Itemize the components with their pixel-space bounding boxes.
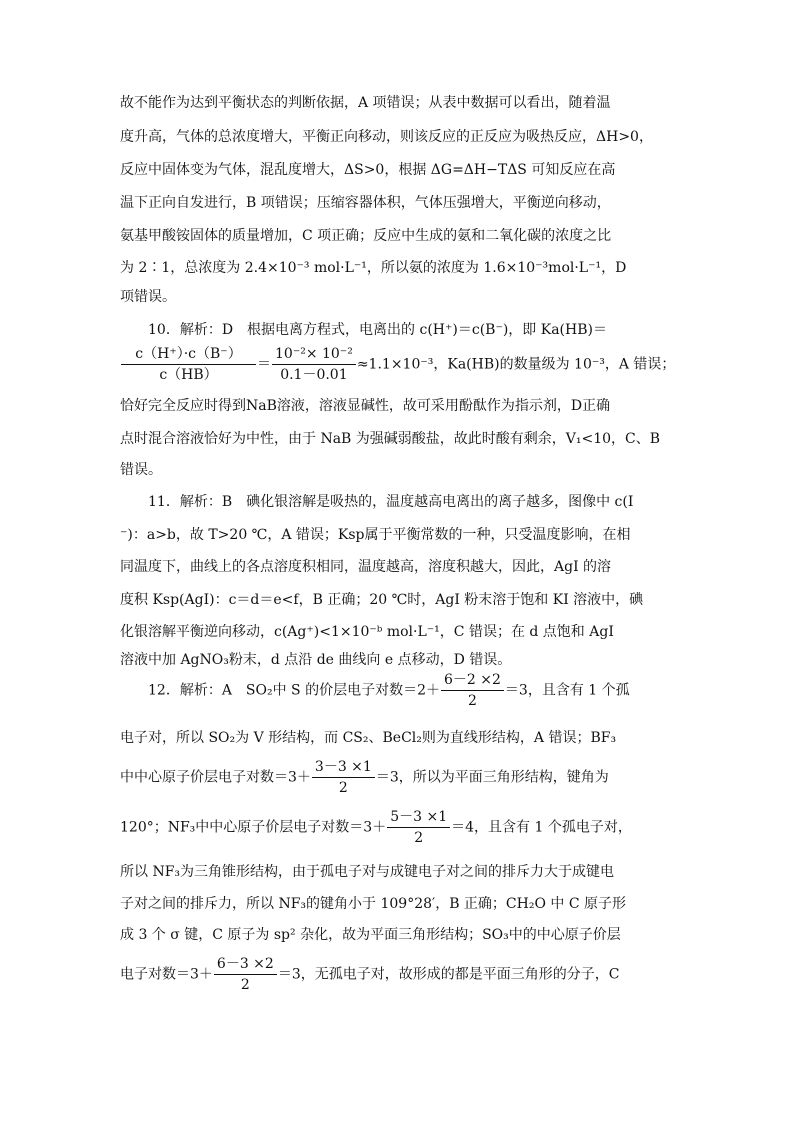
- question-10-line: 10．解析：D 根据电离方程式，电离出的 c(H⁺)＝c(B⁻)，即 Ka(HB)＝: [148, 322, 607, 338]
- fraction-nf3: [387, 808, 450, 847]
- text-line: 度积 Ksp(AgI)：c＝d＝e<f，B 正确；20 ℃时，AgI 粉末溶于饱和 KI 溶液中，碘: [120, 592, 644, 608]
- fraction-denominator: 0.1－0.01: [280, 367, 348, 383]
- fraction-so3: [214, 955, 277, 994]
- fraction-denominator: 2: [240, 977, 250, 993]
- fraction-numerator: 5－3 ×1: [387, 808, 450, 828]
- text-line: 化银溶解平衡逆向移动，c(Ag⁺)<1×10⁻ᵇ mol·L⁻¹，C 错误；在 d 点饱和 AgI: [120, 624, 614, 640]
- text-line: 故不能作为达到平衡状态的判断依据，A 项错误；从表中数据可以看出，随着温: [120, 95, 611, 111]
- fraction-value: [272, 345, 356, 384]
- text-line: 项错误。: [120, 289, 176, 305]
- text-line: 子对之间的排斥力，所以 NF₃的键角小于 109°28′，B 正确；CH₂O 中 C 原子形: [120, 896, 627, 912]
- text-line: ⁻)：a>b，故 T>20 ℃，A 错误；Ksp属于平衡常数的一种，只受温度影响，在相: [120, 527, 631, 543]
- equation-text: 120°；NF₃中中心原子价层电子对数＝3＋: [120, 819, 387, 836]
- fraction-ka: [121, 345, 256, 384]
- question-12-line: [148, 671, 680, 710]
- fraction-numerator: 10⁻²× 10⁻²: [272, 345, 356, 365]
- fraction-numerator: 3－3 ×1: [312, 758, 375, 778]
- text-line: 恰好完全反应时得到NaB溶液，溶液显碱性，故可采用酚酞作为指示剂，D正确: [120, 398, 611, 414]
- fraction-denominator: 2: [468, 693, 477, 709]
- text-line: 同温度下，曲线上的各点溶度积相同，温度越高，溶度积越大，因此，AgI 的溶: [120, 559, 612, 575]
- fraction-bf3: [312, 758, 375, 797]
- text-line: 成 3 个 σ 键，C 原子为 sp² 杂化，故为平面三角形结构；SO₃中的中心原子价层: [120, 927, 621, 943]
- text-line: 为 2∶1，总浓度为 2.4×10⁻³ mol·L⁻¹，所以氨的浓度为 1.6×10⁻³mol·L⁻¹，D: [120, 260, 627, 276]
- text-line: 点时混合溶液恰好为中性，由于 NaB 为强碱弱酸盐，故此时酸有剩余，V₁<10，C、B: [120, 431, 661, 447]
- text-line: 所以 NF₃为三角锥形结构，由于孤电子对与成键电子对之间的排斥力大于成键电: [120, 864, 615, 880]
- equation-line: [120, 758, 680, 797]
- fraction-denominator: c（HB）: [159, 367, 218, 383]
- equation-text: 电子对数＝3＋: [120, 966, 213, 983]
- text-line: 温下正向自发进行，B 项错误；压缩容器体积，气体压强增大，平衡逆向移动，: [120, 195, 611, 211]
- equation-text: ≈1.1×10⁻³，Ka(HB)的数量级为 10⁻³，A 错误；: [356, 356, 676, 373]
- text-line: 反应中固体变为气体，混乱度增大，ΔS>0，根据 ΔG=ΔH−TΔS 可知反应在高: [120, 162, 616, 178]
- fraction-denominator: 2: [414, 830, 424, 846]
- equation-text: 12．解析：A SO₂中 S 的价层电子对数＝2＋: [148, 682, 441, 699]
- equation-text: ＝3，且含有 1 个孤: [504, 682, 630, 699]
- equation-text: ＝3，所以为平面三角形结构，键角为: [375, 769, 609, 786]
- text-line: 溶液中加 AgNO₃粉末，d 点沿 de 曲线向 e 点移动，D 错误。: [120, 652, 512, 668]
- text-line: 电子对，所以 SO₂为 V 形结构，而 CS₂、BeCl₂则为直线形结构，A 错误；BF₃: [120, 730, 617, 746]
- fraction-denominator: 2: [338, 780, 348, 796]
- equation-line: [120, 808, 680, 847]
- text-line: 氨基甲酸铵固体的质量增加，C 项正确；反应中生成的氨和二氧化碳的浓度之比: [120, 228, 612, 244]
- fraction-numerator: c（H⁺）·c（B⁻）: [121, 345, 256, 365]
- fraction-numerator: 6－3 ×2: [214, 955, 277, 975]
- question-11-line: 11．解析：B 碘化银溶解是吸热的，温度越高电离出的离子越多，图像中 c(I: [148, 494, 634, 510]
- equation-text: 中中心原子价层电子对数＝3＋: [120, 769, 311, 786]
- equation-text: ＝3，无孤电子对，故形成的都是平面三角形的分子，C: [277, 966, 620, 983]
- equation-text: ＝4，且含有 1 个孤电子对，: [451, 819, 632, 836]
- equation-line: [120, 955, 680, 994]
- equation-line: $\frac{c(H^+)\cdot c(B^-)}{c(HB)}$ ＝ $\frac{\text{10⁻²× 10⁻²}}{0.1-0.01}$ ≈1.1×10⁻³，Ka(HB)的数量级为 10⁻³，A 错误；: [120, 345, 680, 384]
- fraction-so2: [441, 671, 504, 710]
- text-line: 错误。: [120, 462, 162, 478]
- text-line: 度升高，气体的总浓度增大，平衡正向移动，则该反应的正反应为吸热反应，ΔH>0，: [120, 129, 653, 145]
- fraction-numerator: 6－2 ×2: [441, 671, 504, 691]
